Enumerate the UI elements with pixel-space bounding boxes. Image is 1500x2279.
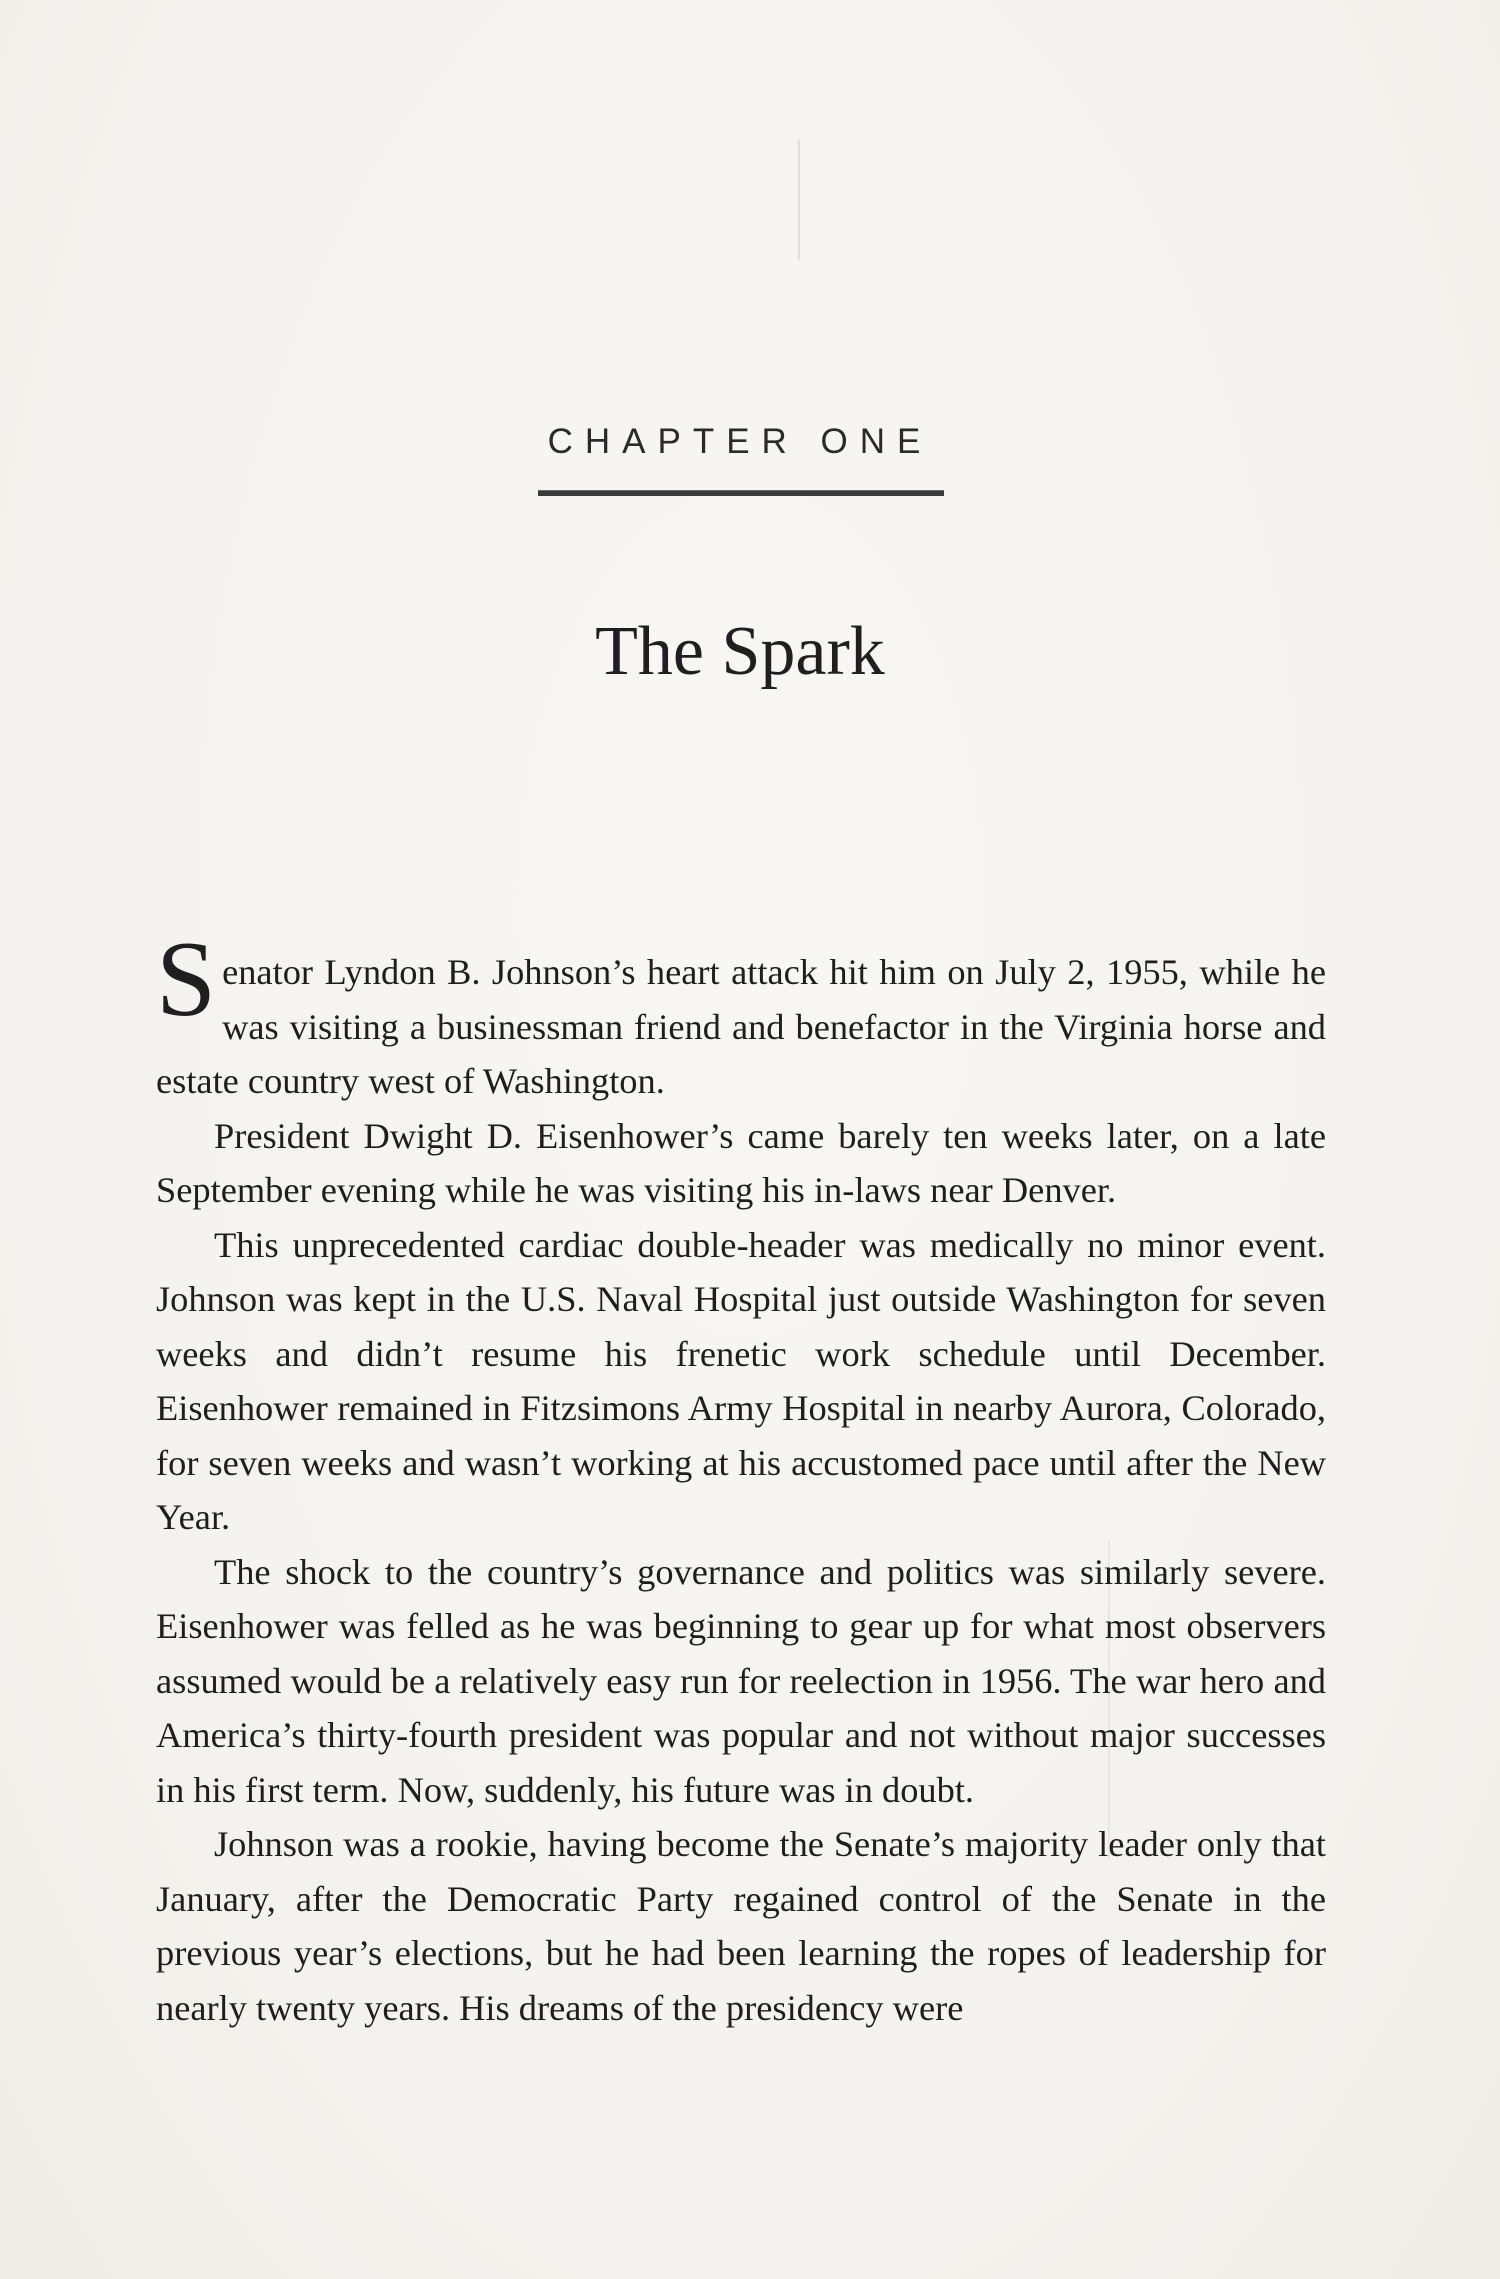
chapter-rule [538, 490, 944, 496]
chapter-body [156, 920, 1326, 2035]
chapter-title: The Spark [595, 613, 885, 690]
paragraph-text: enator Lyndon B. Johnson’s heart attack hit him on July 2, 1955, while he was visiting a businessman friend and benefactor in the Virginia horse and estate country west of Washington. [156, 952, 1326, 1101]
paragraph [156, 920, 1326, 1109]
chapter-label: CHAPTER ONE [547, 422, 933, 461]
paragraph: President Dwight D. Eisenhower’s came barely ten weeks later, on a late September evening while he was visiting his in-laws near Denver. [156, 1115, 1326, 1210]
drop-cap: S [156, 920, 217, 1039]
paragraph: Johnson was a rookie, having become the Senate’s majority leader only that January, after the Democratic Party regained control of the Senate in the previous year’s elections, but he had been learning the ropes of leadership for nearly twenty years. His dreams of the presidency were [156, 1824, 1326, 2028]
scan-mark [798, 140, 800, 260]
paragraph: The shock to the country’s governance and politics was similarly severe. Eisenhower was felled as he was beginning to gear up for what most observers assumed would be a relatively easy run for reelection in 1956. The war hero and America’s thirty-fourth president was popular and not without major successes in his first term. Now, suddenly, his future was in doubt. [156, 1551, 1326, 1810]
paragraph: This unprecedented cardiac double-header was medically no minor event. Johnson was kept in the U.S. Naval Hospital just outside Washington for seven weeks and didn’t resume his frenetic work schedule until December. Eisenhower remained in Fitzsimons Army Hospital in nearby Aurora, Colorado, for seven weeks and wasn’t working at his accustomed pace until after the New Year. [156, 1224, 1326, 1537]
